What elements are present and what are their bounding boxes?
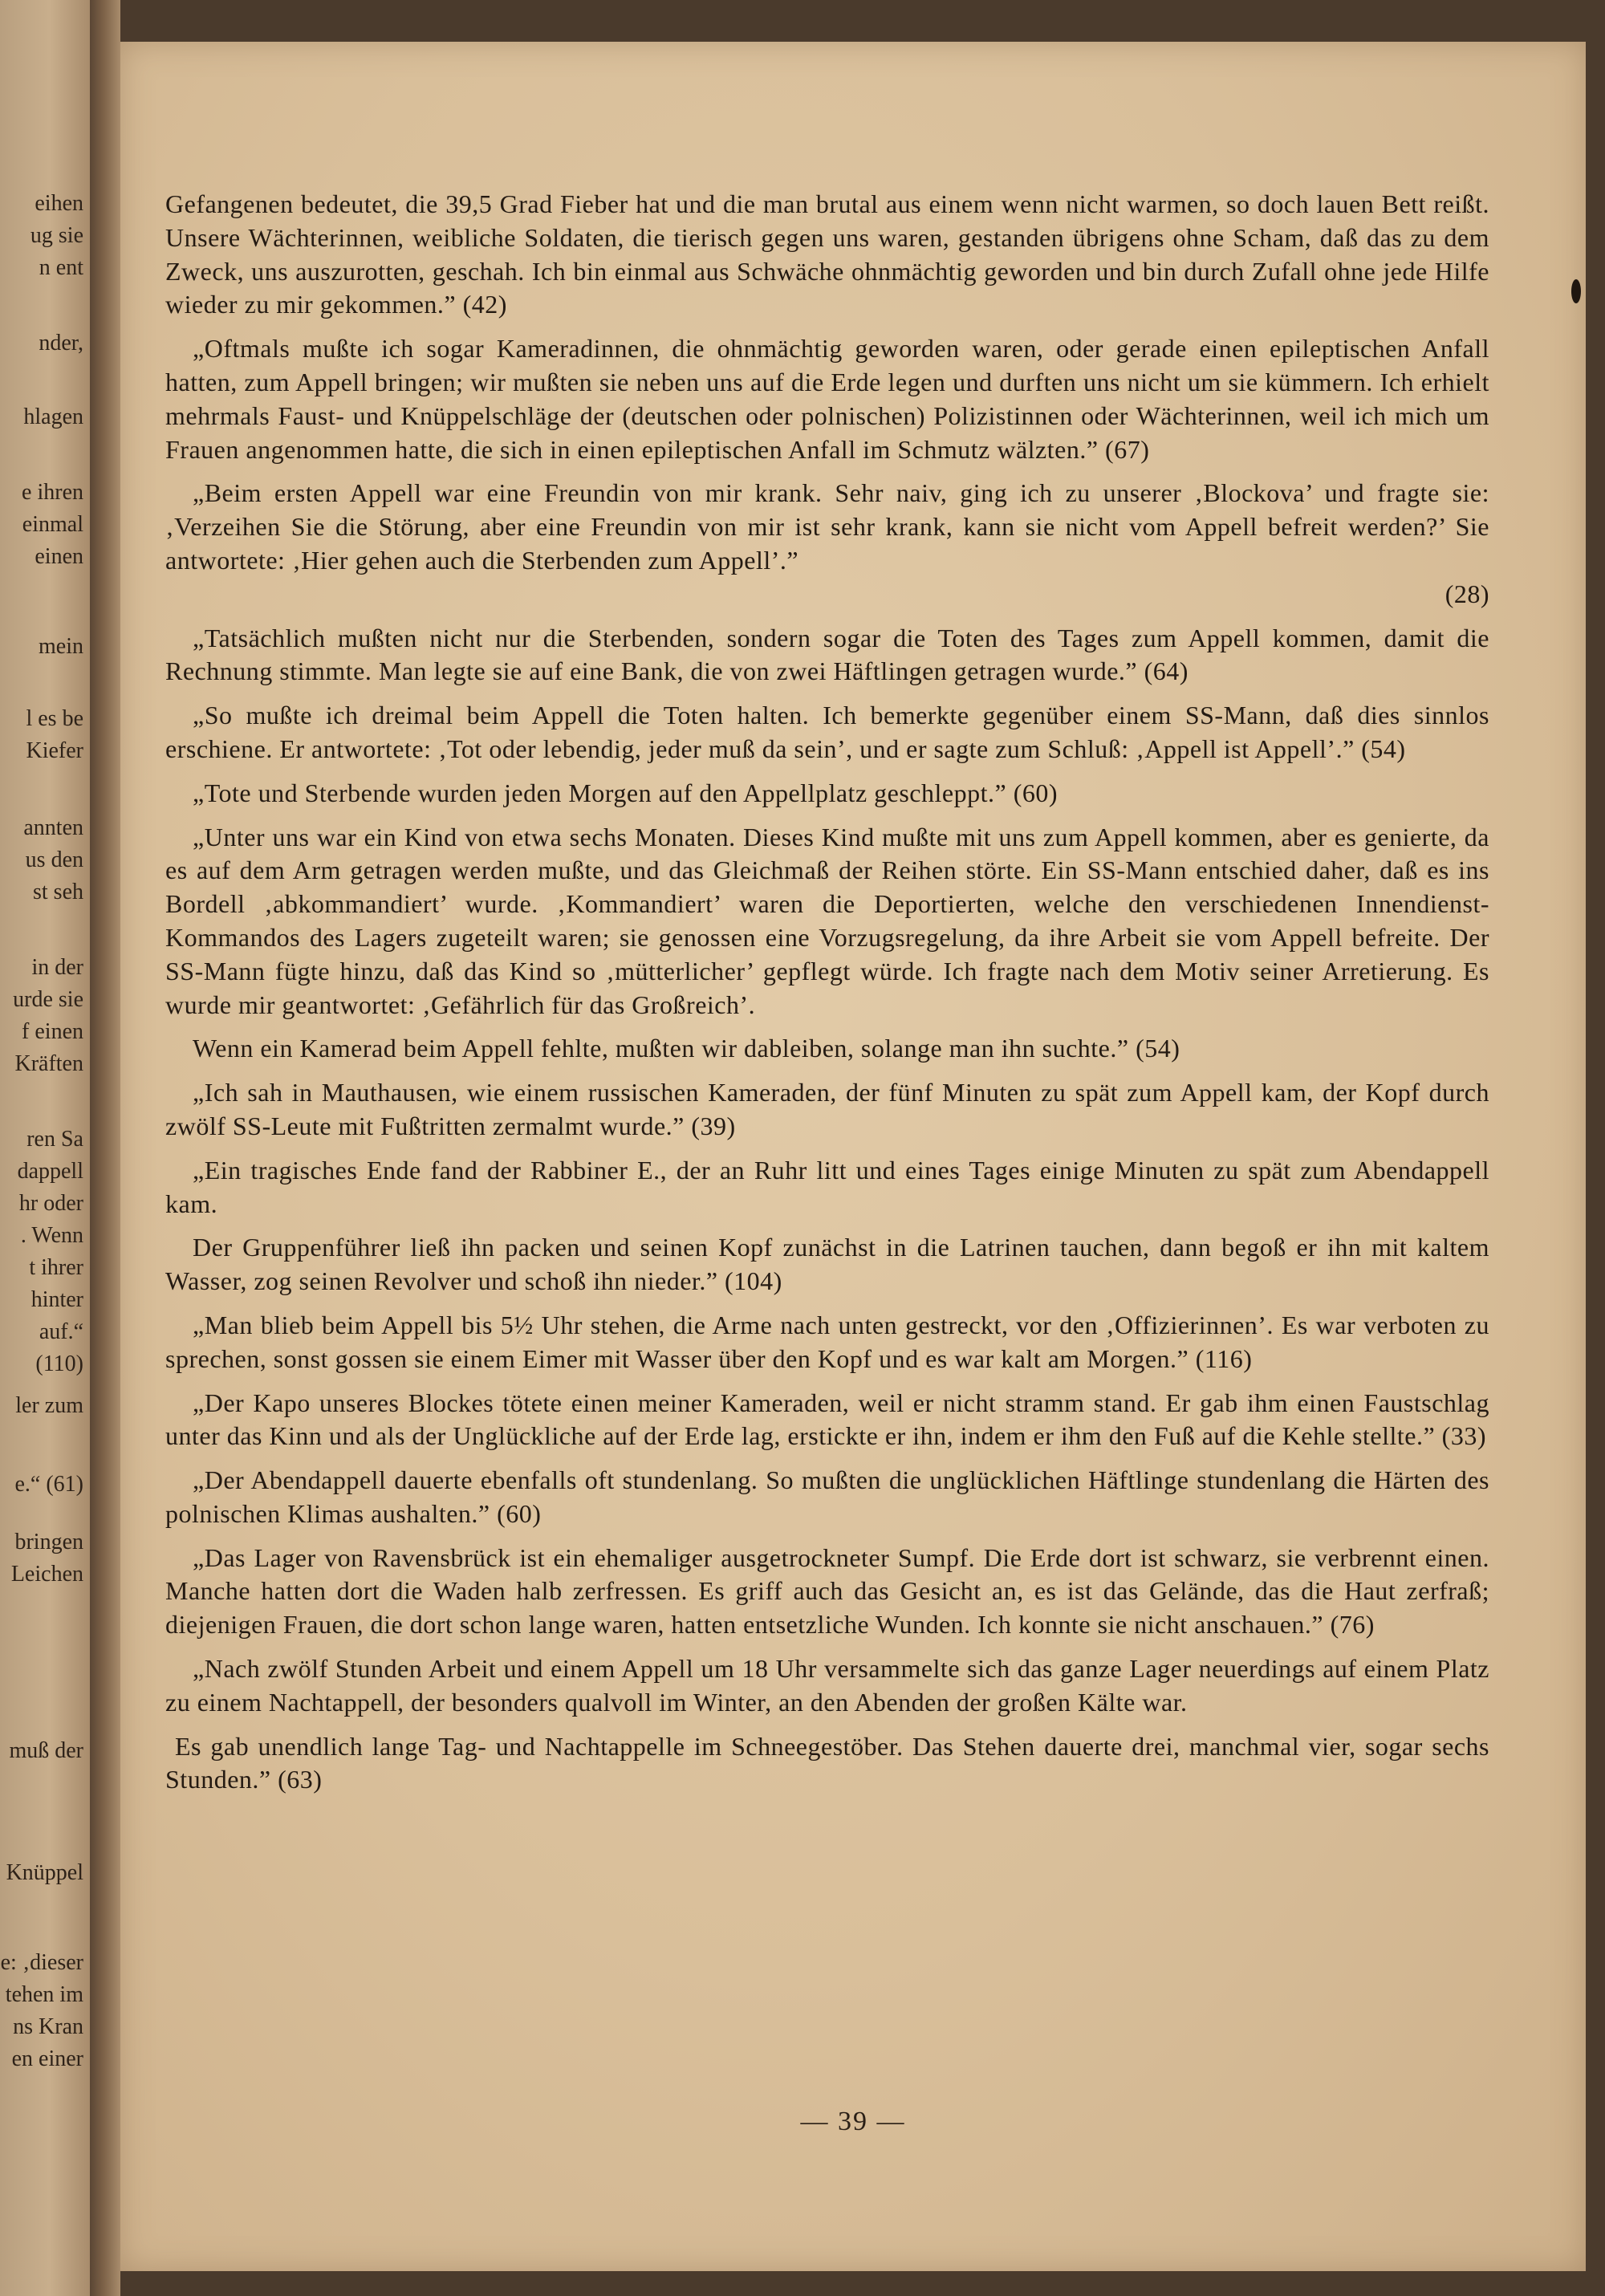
paragraph: Gefangenen bedeutet, die 39,5 Grad Fieber hat und die man brutal aus einem wenn nicht warmen, so doch lauen Bett reißt. Unsere Wächterinnen, weibliche Soldaten, die tierisch gegen uns waren, gestanden übrigens ohne Scham, daß das zu dem Zweck, uns auszurotten, geschah. Ich bin einmal aus Schwäche ohnmächtig geworden und bin durch Zufall ohne jede Hilfe wieder zu mir gekommen.” (42) xyxy=(165,189,1489,319)
left-page-fragment: hlagen xyxy=(23,404,83,429)
paragraph: „Das Lager von Ravensbrück ist ein ehemaliger ausgetrockneter Sumpf. Die Erde dort ist schwarz, sie verbrennt einen. Manche hatten dort die Waden halb zerfressen. Es griff auch das Gesicht an, es ist das Gelände, das die Haut zerfraß; diejenigen Frauen, die dort schon lange waren, hatten entsetzliche Wunden. Ich konnte sie nicht anschauen.” (76) xyxy=(165,1542,1489,1640)
left-page-fragment: ren Sa xyxy=(26,1127,83,1152)
left-page-fragment: einmal xyxy=(22,512,83,537)
left-page-fragment: st seh xyxy=(33,880,83,904)
paragraph: Es gab unendlich lange Tag- und Nachtappelle im Schneegestöber. Das Stehen dauerte drei, manchmal vier, sogar sechs Stunden.” (63) xyxy=(165,1731,1489,1794)
paragraph: „Man blieb beim Appell bis 5½ Uhr stehen, die Arme nach unten gestreckt, vor den ‚Offizierinnen’. Es war verboten zu sprechen, sonst gossen sie einem Eimer mit Wasser über den Kopf und es war kalt am Morgen.” (116) xyxy=(165,1310,1489,1373)
paragraph: „So mußte ich dreimal beim Appell die Toten halten. Ich bemerkte gegenüber einem SS-Mann, daß dies sinnlos erschiene. Er antwortete: ‚Tot oder lebendig, jeder muß da sein’, und er sagte zum Schluß: ‚Appell ist Appell’.” (54) xyxy=(165,701,1489,763)
left-page-fragment: hinter xyxy=(30,1287,83,1312)
left-page-fragment: f einen xyxy=(22,1019,83,1044)
left-page-fragment: urde sie xyxy=(13,987,83,1012)
paragraph: „Tatsächlich mußten nicht nur die Sterbenden, sondern sogar die Toten des Tages zum Appell kommen, damit die Rechnung stimmte. Man legte sie auf eine Bank, die von zwei Häftlingen getragen wurde.” (64) xyxy=(165,623,1489,686)
paragraph: „Nach zwölf Stunden Arbeit und einem Appell um 18 Uhr versammelte sich das ganze Lager neuerdings auf einem Platz zu einem Nachtappell, der besonders qualvoll im Winter, an den Abenden der großen Kälte war. xyxy=(165,1654,1489,1717)
left-page-fragment: einen xyxy=(35,544,83,569)
left-page-fragment: . Wenn xyxy=(20,1223,83,1248)
paragraph: „Ich sah in Mauthausen, wie einem russischen Kameraden, der fünf Minuten zu spät zum Appell kam, der Kopf durch zwölf SS-Leute mit Fußtritten zermalmt wurde.” (39) xyxy=(165,1078,1489,1140)
ink-smudge xyxy=(1571,279,1581,303)
left-page-fragment: Leichen xyxy=(10,1562,83,1587)
citation-number: (28) xyxy=(1444,579,1489,608)
left-page-fragment: ler zum xyxy=(15,1393,83,1418)
left-page-fragment: n ent xyxy=(39,255,83,280)
paragraph: „Unter uns war ein Kind von etwa sechs Monaten. Dieses Kind mußte mit uns zum Appell kommen, aber es genierte, da es auf dem Arm getragen werden mußte, und das Gleichmaß der Reihen störte. Ein SS-Mann entschied daher, daß es ins Bordell ‚abkommandiert’ wurde. ‚Kommandiert’ waren die Deportierten, welche den verschiedenen Innendienst-Kommandos des Lagers zugeteilt waren; sie genossen eine Vorzugsregelung, da ihre Arbeit sie vom Appell befreite. Der SS-Mann fügte hinzu, daß das Kind so ‚mütterlicher’ gepflegt würde. Ich fragte nach dem Motiv seiner Arretierung. Es wurde mir geantwortet: ‚Gefährlich für das Großreich’. xyxy=(165,822,1489,1019)
left-page-fragment: (110) xyxy=(35,1351,83,1376)
left-page-fragment: Knüppel xyxy=(6,1860,83,1885)
paragraph: Wenn ein Kamerad beim Appell fehlte, mußten wir dableiben, solange man ihn suchte.” (54) xyxy=(193,1034,1180,1063)
book-gutter xyxy=(90,0,120,2296)
paragraph: „Ein tragisches Ende fand der Rabbiner E., der an Ruhr litt und eines Tages einige Minuten zu spät zum Abendappell kam. xyxy=(165,1155,1489,1218)
left-page-fragment: e: ‚dieser xyxy=(0,1950,83,1975)
left-page-fragment: Kräften xyxy=(14,1051,83,1076)
left-page-fragment: e ihren xyxy=(22,480,83,505)
left-page-fragment: dappell xyxy=(17,1159,83,1184)
left-page-fragment: ns Kran xyxy=(13,2014,83,2039)
left-page-fragment: us den xyxy=(25,847,83,872)
paragraph: „Der Kapo unseres Blockes tötete einen meiner Kameraden, weil er nicht stramm stand. Er gab ihm einen Faustschlag unter das Kinn und als der Unglückliche auf der Erde lag, erstickte er ihn, indem er ihm den Fuß auf die Kehle stellte.” (33) xyxy=(165,1388,1489,1451)
left-page-fragment: t ihrer xyxy=(29,1255,83,1280)
left-page-fragment: hr oder xyxy=(18,1191,83,1216)
left-page-fragment: en einer xyxy=(11,2046,83,2071)
left-page-fragment: ug sie xyxy=(30,223,83,248)
left-facing-page xyxy=(0,0,90,2296)
body-text xyxy=(165,188,1489,1807)
left-page-fragment: nder, xyxy=(39,331,83,356)
paragraph: Der Gruppenführer ließ ihn packen und seinen Kopf zunächst in die Latrinen tauchen, dann begoß er ihn mit kaltem Wasser, zog seinen Revolver und schoß ihn nieder.” (104) xyxy=(165,1233,1489,1296)
page-number: — 39 — xyxy=(800,2107,906,2136)
left-page-fragment: annten xyxy=(23,815,83,840)
left-page-fragment: mein xyxy=(39,634,83,659)
left-page-fragment: muß der xyxy=(9,1738,83,1763)
left-page-fragment: auf.“ xyxy=(39,1319,83,1344)
book-page xyxy=(120,42,1586,2271)
paragraph: „Tote und Sterbende wurden jeden Morgen auf den Appellplatz geschleppt.” (60) xyxy=(193,778,1058,807)
left-page-fragment: bringen xyxy=(14,1530,83,1554)
paragraph: „Oftmals mußte ich sogar Kameradinnen, die ohnmächtig geworden waren, oder gerade einen epileptischen Anfall hatten, zum Appell bringen; wir mußten sie neben uns auf die Erde legen und durften uns nicht um sie kümmern. Ich erhielt mehrmals Faust- und Knüppelschläge der (deutschen oder polnischen) Polizistinnen oder Wächterinnen, weil ich mich um Frauen angenommen hatte, die sich in einen epileptischen Anfall im Schmutz wälzten.” (67) xyxy=(165,334,1489,464)
paragraph: „Der Abendappell dauerte ebenfalls oft stundenlang. So mußten die unglücklichen Häftlinge stundenlang die Härten des polnischen Klimas aushalten.” (60) xyxy=(165,1465,1489,1528)
left-page-fragment: in der xyxy=(31,955,83,980)
paragraph: „Beim ersten Appell war eine Freundin von mir krank. Sehr naiv, ging ich zu unserer ‚Blockova’ und fragte sie: ‚Verzeihen Sie die Störung, aber eine Freundin von mir ist sehr krank, kann sie nicht vom Appell befreit werden?’ Sie antwortete: ‚Hier gehen auch die Sterbenden zum Appell’.” xyxy=(165,478,1489,575)
left-page-fragment: l es be xyxy=(26,706,83,731)
left-page-fragment: e.“ (61) xyxy=(14,1472,83,1497)
left-page-fragment: Kiefer xyxy=(26,738,83,763)
left-page-fragment: eihen xyxy=(35,191,83,216)
left-page-fragment: tehen im xyxy=(5,1982,83,2007)
